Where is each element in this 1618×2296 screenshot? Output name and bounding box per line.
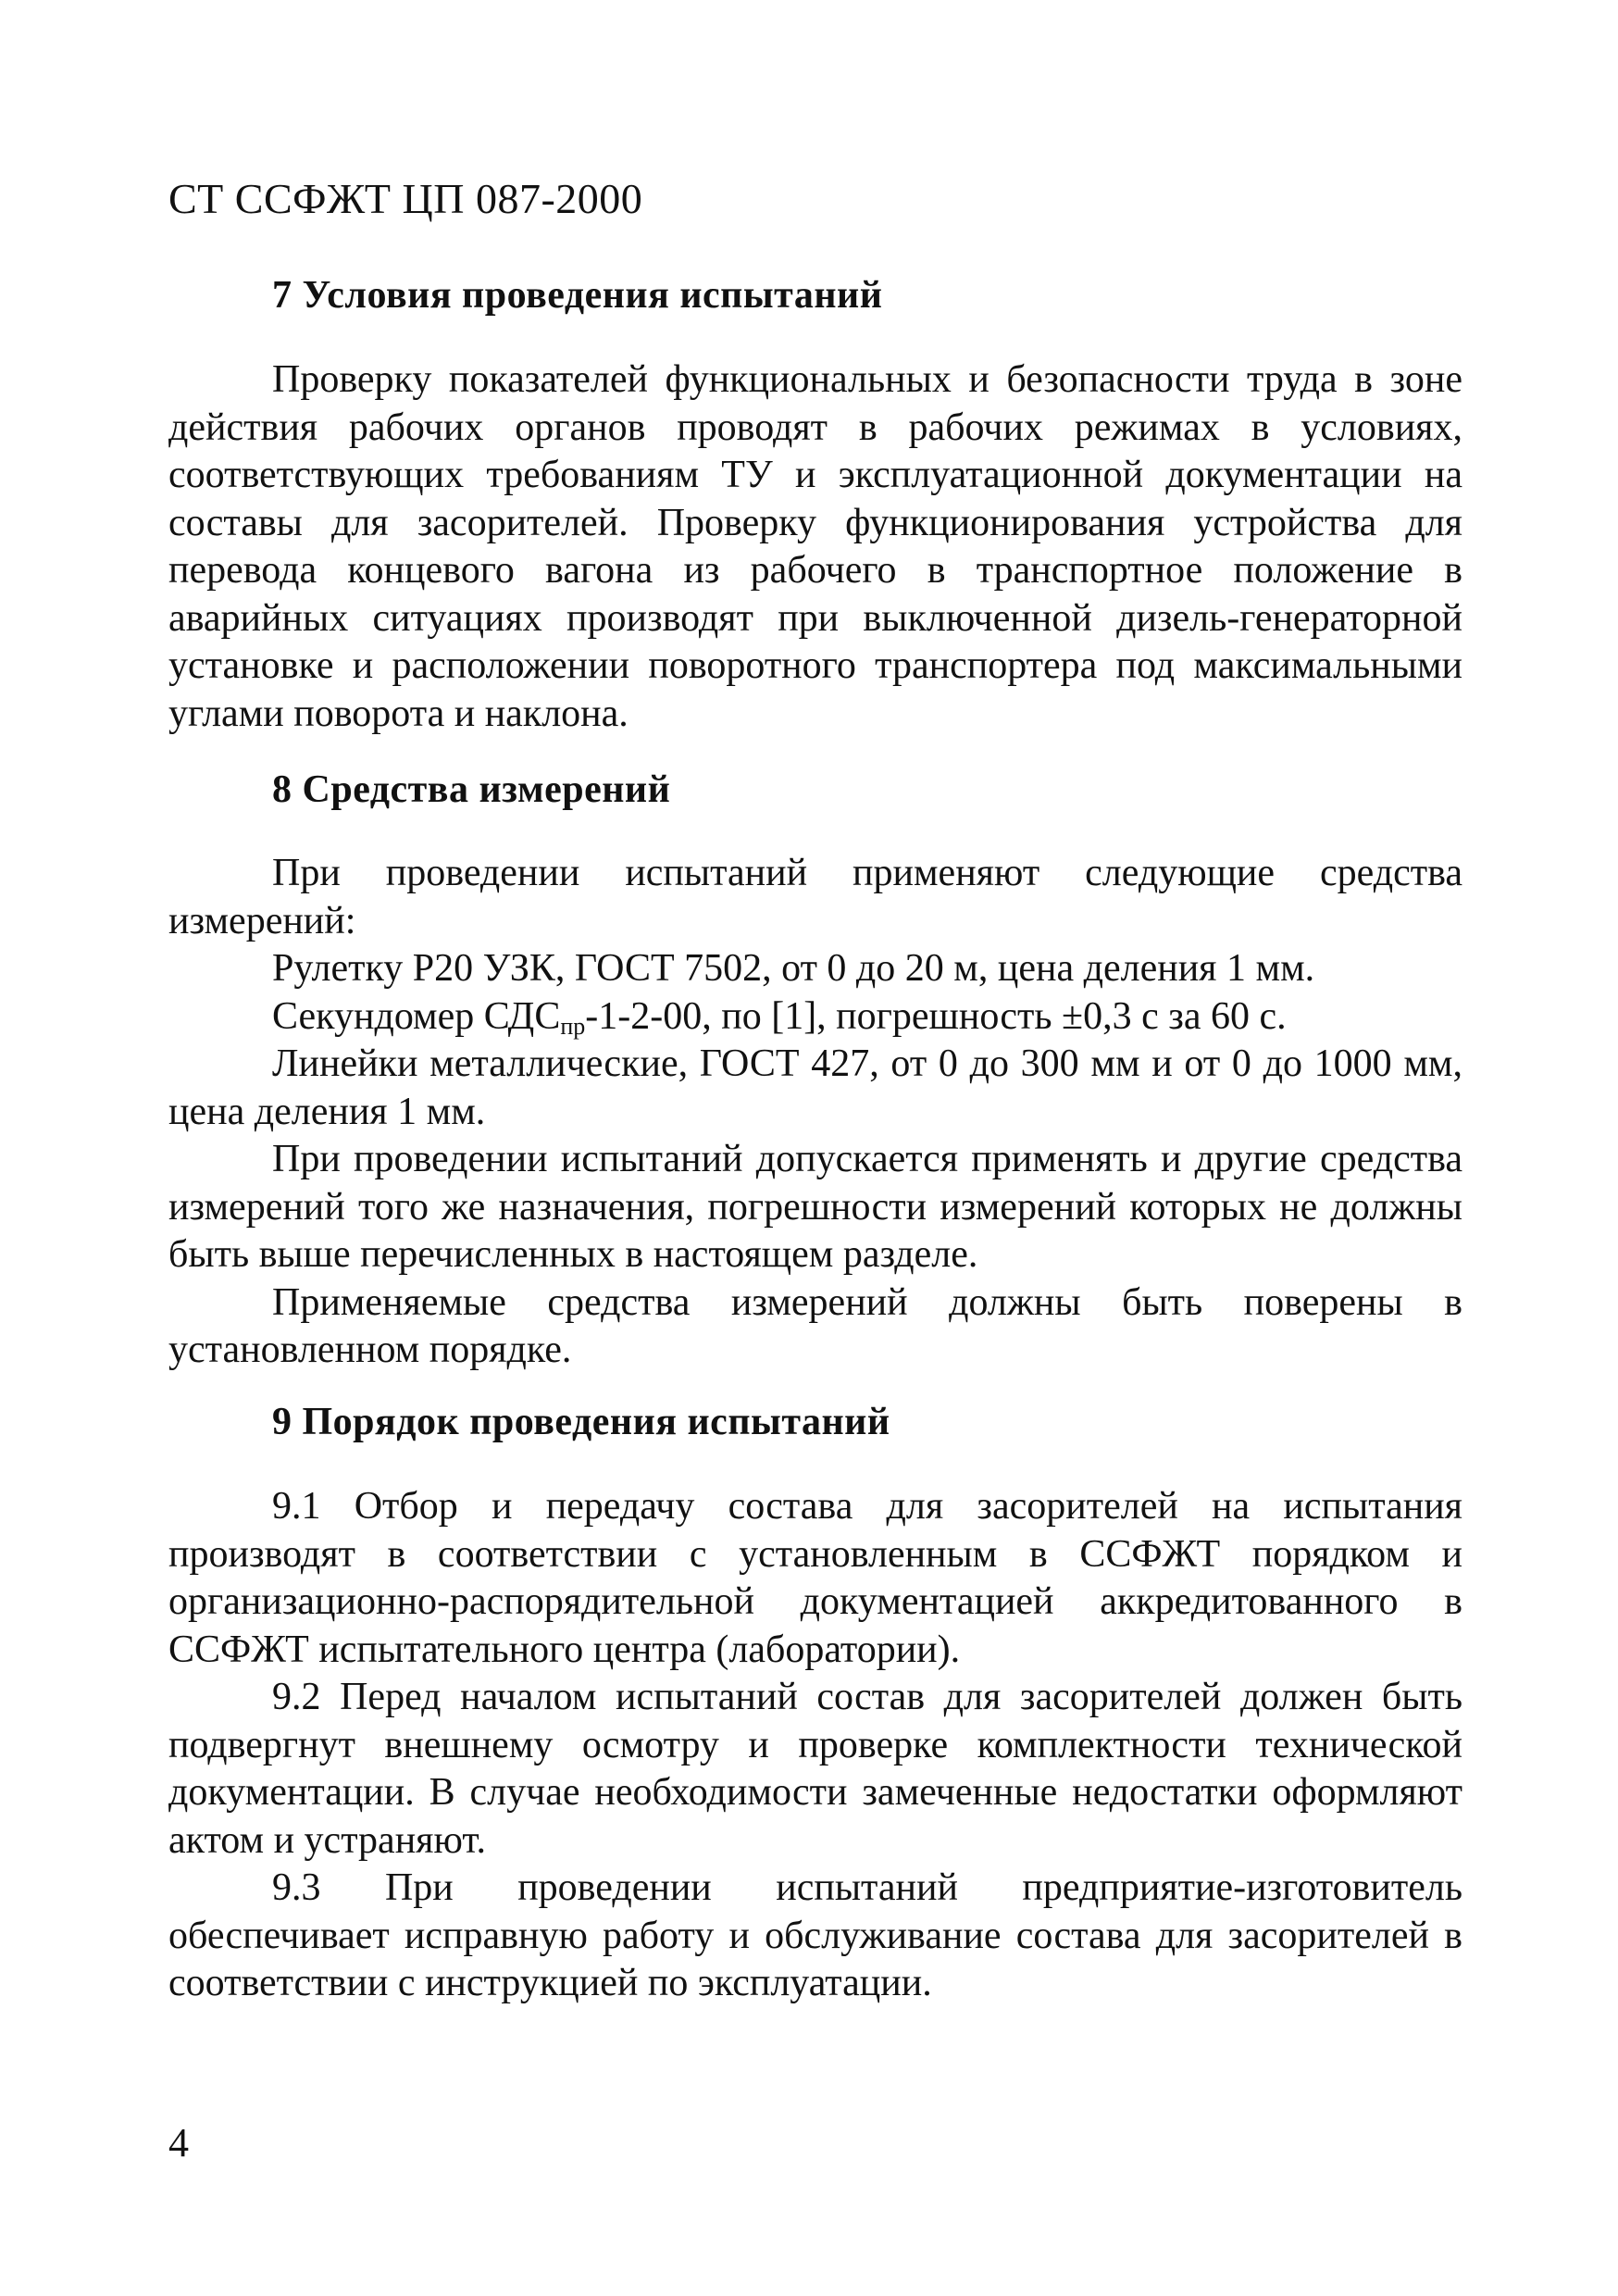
section-8-heading: 8 Средства измерений xyxy=(272,768,671,811)
stopwatch-suffix: -1-2-00, по [1], погрешность ±0,3 с за 60 с. xyxy=(585,994,1287,1038)
section-8-verification: Применяемые средства измерений должны быть поверены в установленном порядке. xyxy=(168,1280,1462,1371)
clause-9-2: 9.2 Перед началом испытаний состав для засорителей должен быть подвергнут внешнему осмотру и проверке комплектности технической документации. В случае необходимости замеченные недостатки оформляют актом и устраняют. xyxy=(168,1676,1462,1862)
section-7-heading: 7 Условия проведения испытаний xyxy=(272,274,883,317)
measuring-tool-rulers: Линейки металлические, ГОСТ 427, от 0 до 300 мм и от 0 до 1000 мм, цена деления 1 мм. xyxy=(168,1042,1462,1133)
document-code-header: СТ ССФЖТ ЦП 087-2000 xyxy=(168,175,643,222)
stopwatch-prefix: Секундомер СДС xyxy=(272,994,561,1038)
clause-9-3: 9.3 При проведении испытаний предприятие-изготовитель обеспечивает исправную работу и обслуживание состава для засорителей в соответствии с инструкцией по эксплуатации. xyxy=(168,1866,1462,2004)
section-8-body xyxy=(168,850,1462,1375)
section-9-body xyxy=(168,1483,1462,2008)
page-number: 4 xyxy=(168,2120,189,2165)
section-8-intro: При проведении испытаний применяют следующие средства измерений: xyxy=(168,852,1462,942)
section-9-heading: 9 Порядок проведения испытаний xyxy=(272,1401,890,1443)
measuring-tool-tape: Рулетку Р20 УЗК, ГОСТ 7502, от 0 до 20 м, цена деления 1 мм. xyxy=(272,947,1315,990)
section-7-paragraph: Проверку показателей функциональных и безопасности труда в зоне действия рабочих органов проводят в рабочих режимах в условиях, соответствующих требованиям ТУ и эксплуатационной документации на составы для засорителей. Проверку функционирования устройства для перевода концевого вагона из рабочего в транспортное положение в аварийных ситуациях производят при выключенной дизель-генераторной установке и расположении поворотного транспортера под максимальными углами поворота и наклона. xyxy=(168,358,1462,735)
clause-9-1: 9.1 Отбор и передачу состава для засорителей на испытания производят в соответствии с установленным в ССФЖТ порядком и организационно-распорядительной документацией аккредитованного в ССФЖТ испытательного центра (лаборатории). xyxy=(168,1485,1462,1671)
section-7-body xyxy=(168,356,1462,738)
measuring-tool-stopwatch xyxy=(168,993,1462,1042)
stopwatch-subscript: пр xyxy=(560,1012,586,1040)
section-8-other-tools: При проведении испытаний допускается применять и другие средства измерений того же назначения, погрешности измерений которых не должны быть выше перечисленных в настоящем разделе. xyxy=(168,1138,1462,1276)
